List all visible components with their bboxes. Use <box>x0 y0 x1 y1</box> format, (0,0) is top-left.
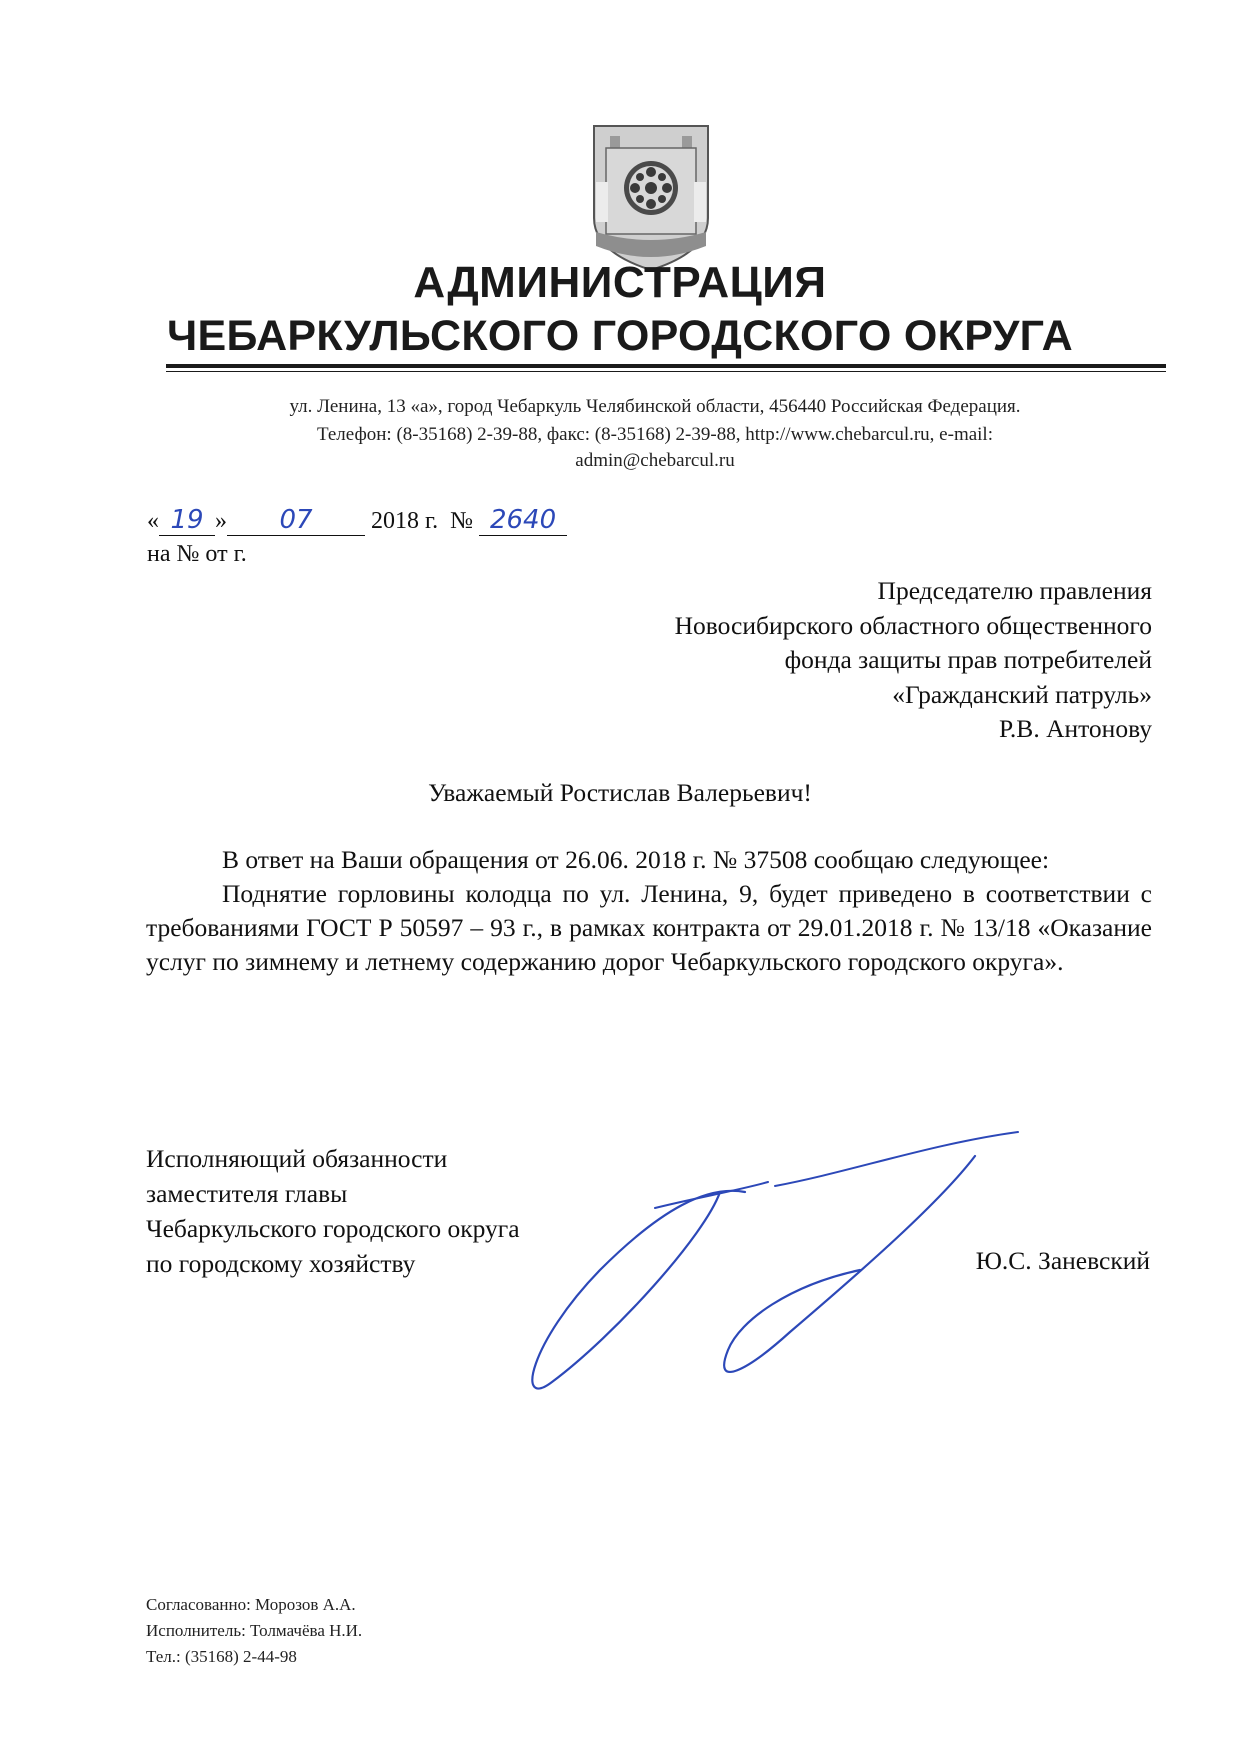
addressee-line: Новосибирского областного общественного <box>674 610 1152 640</box>
letter-body <box>146 843 1152 979</box>
greeting: Уважаемый Ростислав Валерьевич! <box>428 778 812 807</box>
signer-title-line: по городскому хозяйству <box>146 1249 416 1278</box>
reg-month-field <box>227 505 365 536</box>
org-title-line2: ЧЕБАРКУЛЬСКОГО ГОРОДСКОГО ОКРУГА <box>167 312 1073 360</box>
org-title-line1: АДМИНИСТРАЦИЯ <box>413 258 827 307</box>
footer-agreed: Согласованно: Морозов А.А. <box>146 1595 356 1614</box>
reg-day: 19 <box>170 505 204 535</box>
addressee-line: Председателю правления <box>877 576 1152 605</box>
quote-close: » <box>215 508 227 534</box>
footer-block <box>146 1592 362 1670</box>
reply-reference: на № от г. <box>147 541 247 567</box>
signer-name: Ю.С. Заневский <box>975 1246 1150 1275</box>
addressee-block <box>675 574 1152 747</box>
body-paragraph: В ответ на Ваши обращения от 26.06. 2018 г. № 37508 сообщаю следующее: <box>222 845 1050 874</box>
signer-title <box>146 1141 520 1281</box>
reg-number-field <box>479 505 567 536</box>
signer-title-line: Чебаркульского городского округа <box>146 1214 520 1243</box>
footer-executor: Исполнитель: Толмачёва Н.И. <box>146 1621 363 1640</box>
body-paragraph: Поднятие горловины колодца по ул. Ленина, 9, будет приведено в соответствии с требованиями ГОСТ Р 50597 – 93 г., в рамках контракта от 29.01.2018 г. № 13/18 «Оказание услуг по зимнему и летнему содержанию дорог Чебаркульского городского округа». <box>146 879 1152 976</box>
number-sign: № <box>450 508 474 534</box>
addressee-line: фонда защиты прав потребителей <box>784 645 1152 675</box>
footer-phone: Тел.: (35168) 2-44-98 <box>146 1647 297 1666</box>
contacts-line: Телефон: (8-35168) 2-39-88, факс: (8-35168) 2-39-88, http://www.chebarcul.ru, e-mail: <box>316 424 993 445</box>
quote-open: « <box>147 508 159 534</box>
addressee-line: «Гражданский патруль» <box>892 679 1152 709</box>
header-divider-thick <box>166 364 1166 368</box>
addressee-name: Р.В. Антонову <box>998 714 1152 744</box>
signer-title-line: Исполняющий обязанности <box>146 1144 448 1173</box>
registration-line <box>147 505 567 536</box>
reg-number: 2640 <box>489 505 557 535</box>
header-divider-thin <box>166 371 1166 372</box>
email-line: admin@chebarcul.ru <box>575 450 735 471</box>
address-line: ул. Ленина, 13 «а», город Чебаркуль Челябинской области, 456440 Российская Федерация. <box>289 396 1021 417</box>
coat-of-arms-icon <box>590 122 712 274</box>
signer-title-line: заместителя главы <box>146 1179 348 1208</box>
reg-day-field <box>159 505 215 536</box>
reg-month: 07 <box>279 505 313 535</box>
reg-year: 2018 г. <box>371 508 439 534</box>
